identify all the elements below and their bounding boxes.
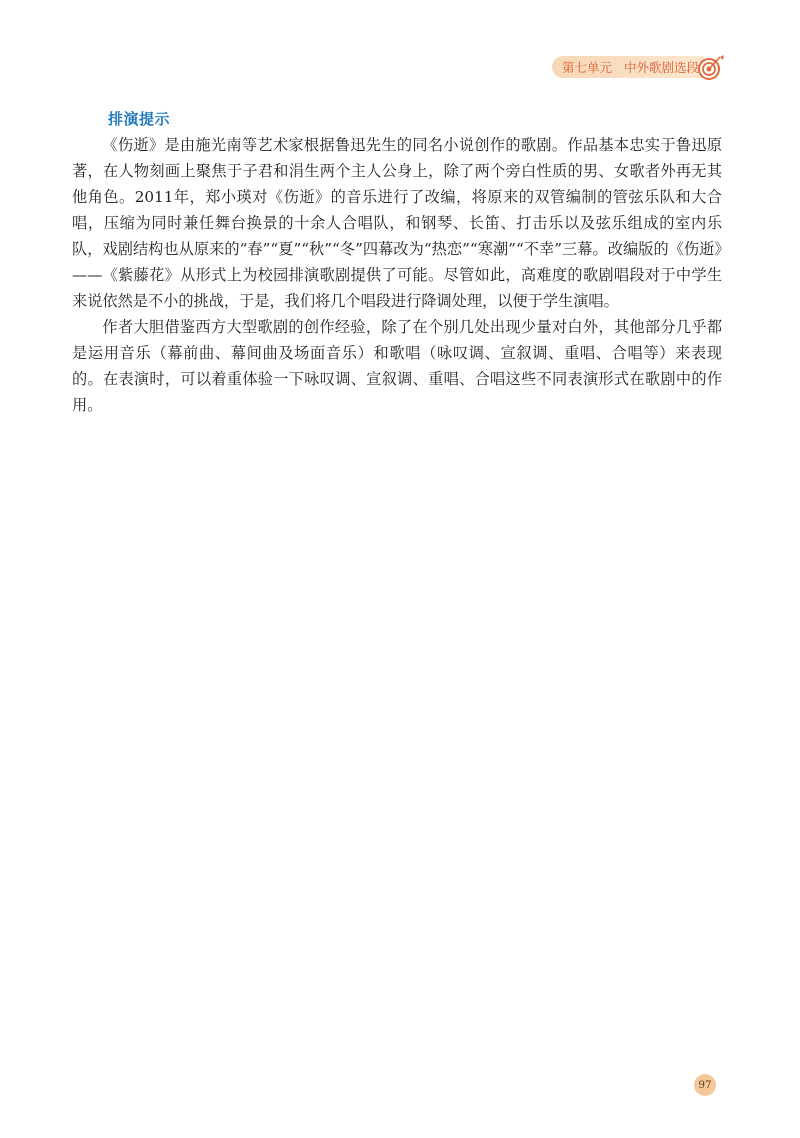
unit-title: 中外歌剧选段 [624, 60, 700, 75]
unit-header-tab [552, 56, 704, 78]
page-number: 97 [694, 1074, 716, 1096]
paragraph: 《伤逝》是由施光南等艺术家根据鲁迅先生的同名小说创作的歌剧。作品基本忠实于鲁迅原著，在人物刻画上聚焦于子君和涓生两个主人公身上，除了两个旁白性质的男、女歌者外再无其他角色。2011年，郑小瑛对《伤逝》的音乐进行了改编，将原来的双管编制的管弦乐队和大合唱，压缩为同时兼任舞台换景的十余人合唱队，和钢琴、长笛、打击乐以及弦乐组成的室内乐队，戏剧结构也从原来的“春”“夏”“秋”“冬”四幕改为“热恋”“寒潮”“不幸”三幕。改编版的《伤逝》——《紫藤花》从形式上为校园排演歌剧提供了可能。尽管如此，高难度的歌剧唱段对于中学生来说依然是不小的挑战，于是，我们将几个唱段进行降调处理，以便于学生演唱。 [72, 136, 722, 310]
paragraph: 作者大胆借鉴西方大型歌剧的创作经验，除了在个别几处出现少量对白外，其他部分几乎都是运用音乐（幕前曲、幕间曲及场面音乐）和歌唱（咏叹调、宣叙调、重唱、合唱等）来表现的。在表演时，可以着重体验一下咏叹调、宣叙调、重唱、合唱这些不同表演形式在歌剧中的作用。 [72, 318, 722, 414]
target-music-icon [697, 53, 725, 81]
unit-label: 第七单元 [562, 60, 613, 75]
section-body [72, 132, 722, 418]
section-heading: 排演提示 [108, 110, 171, 128]
